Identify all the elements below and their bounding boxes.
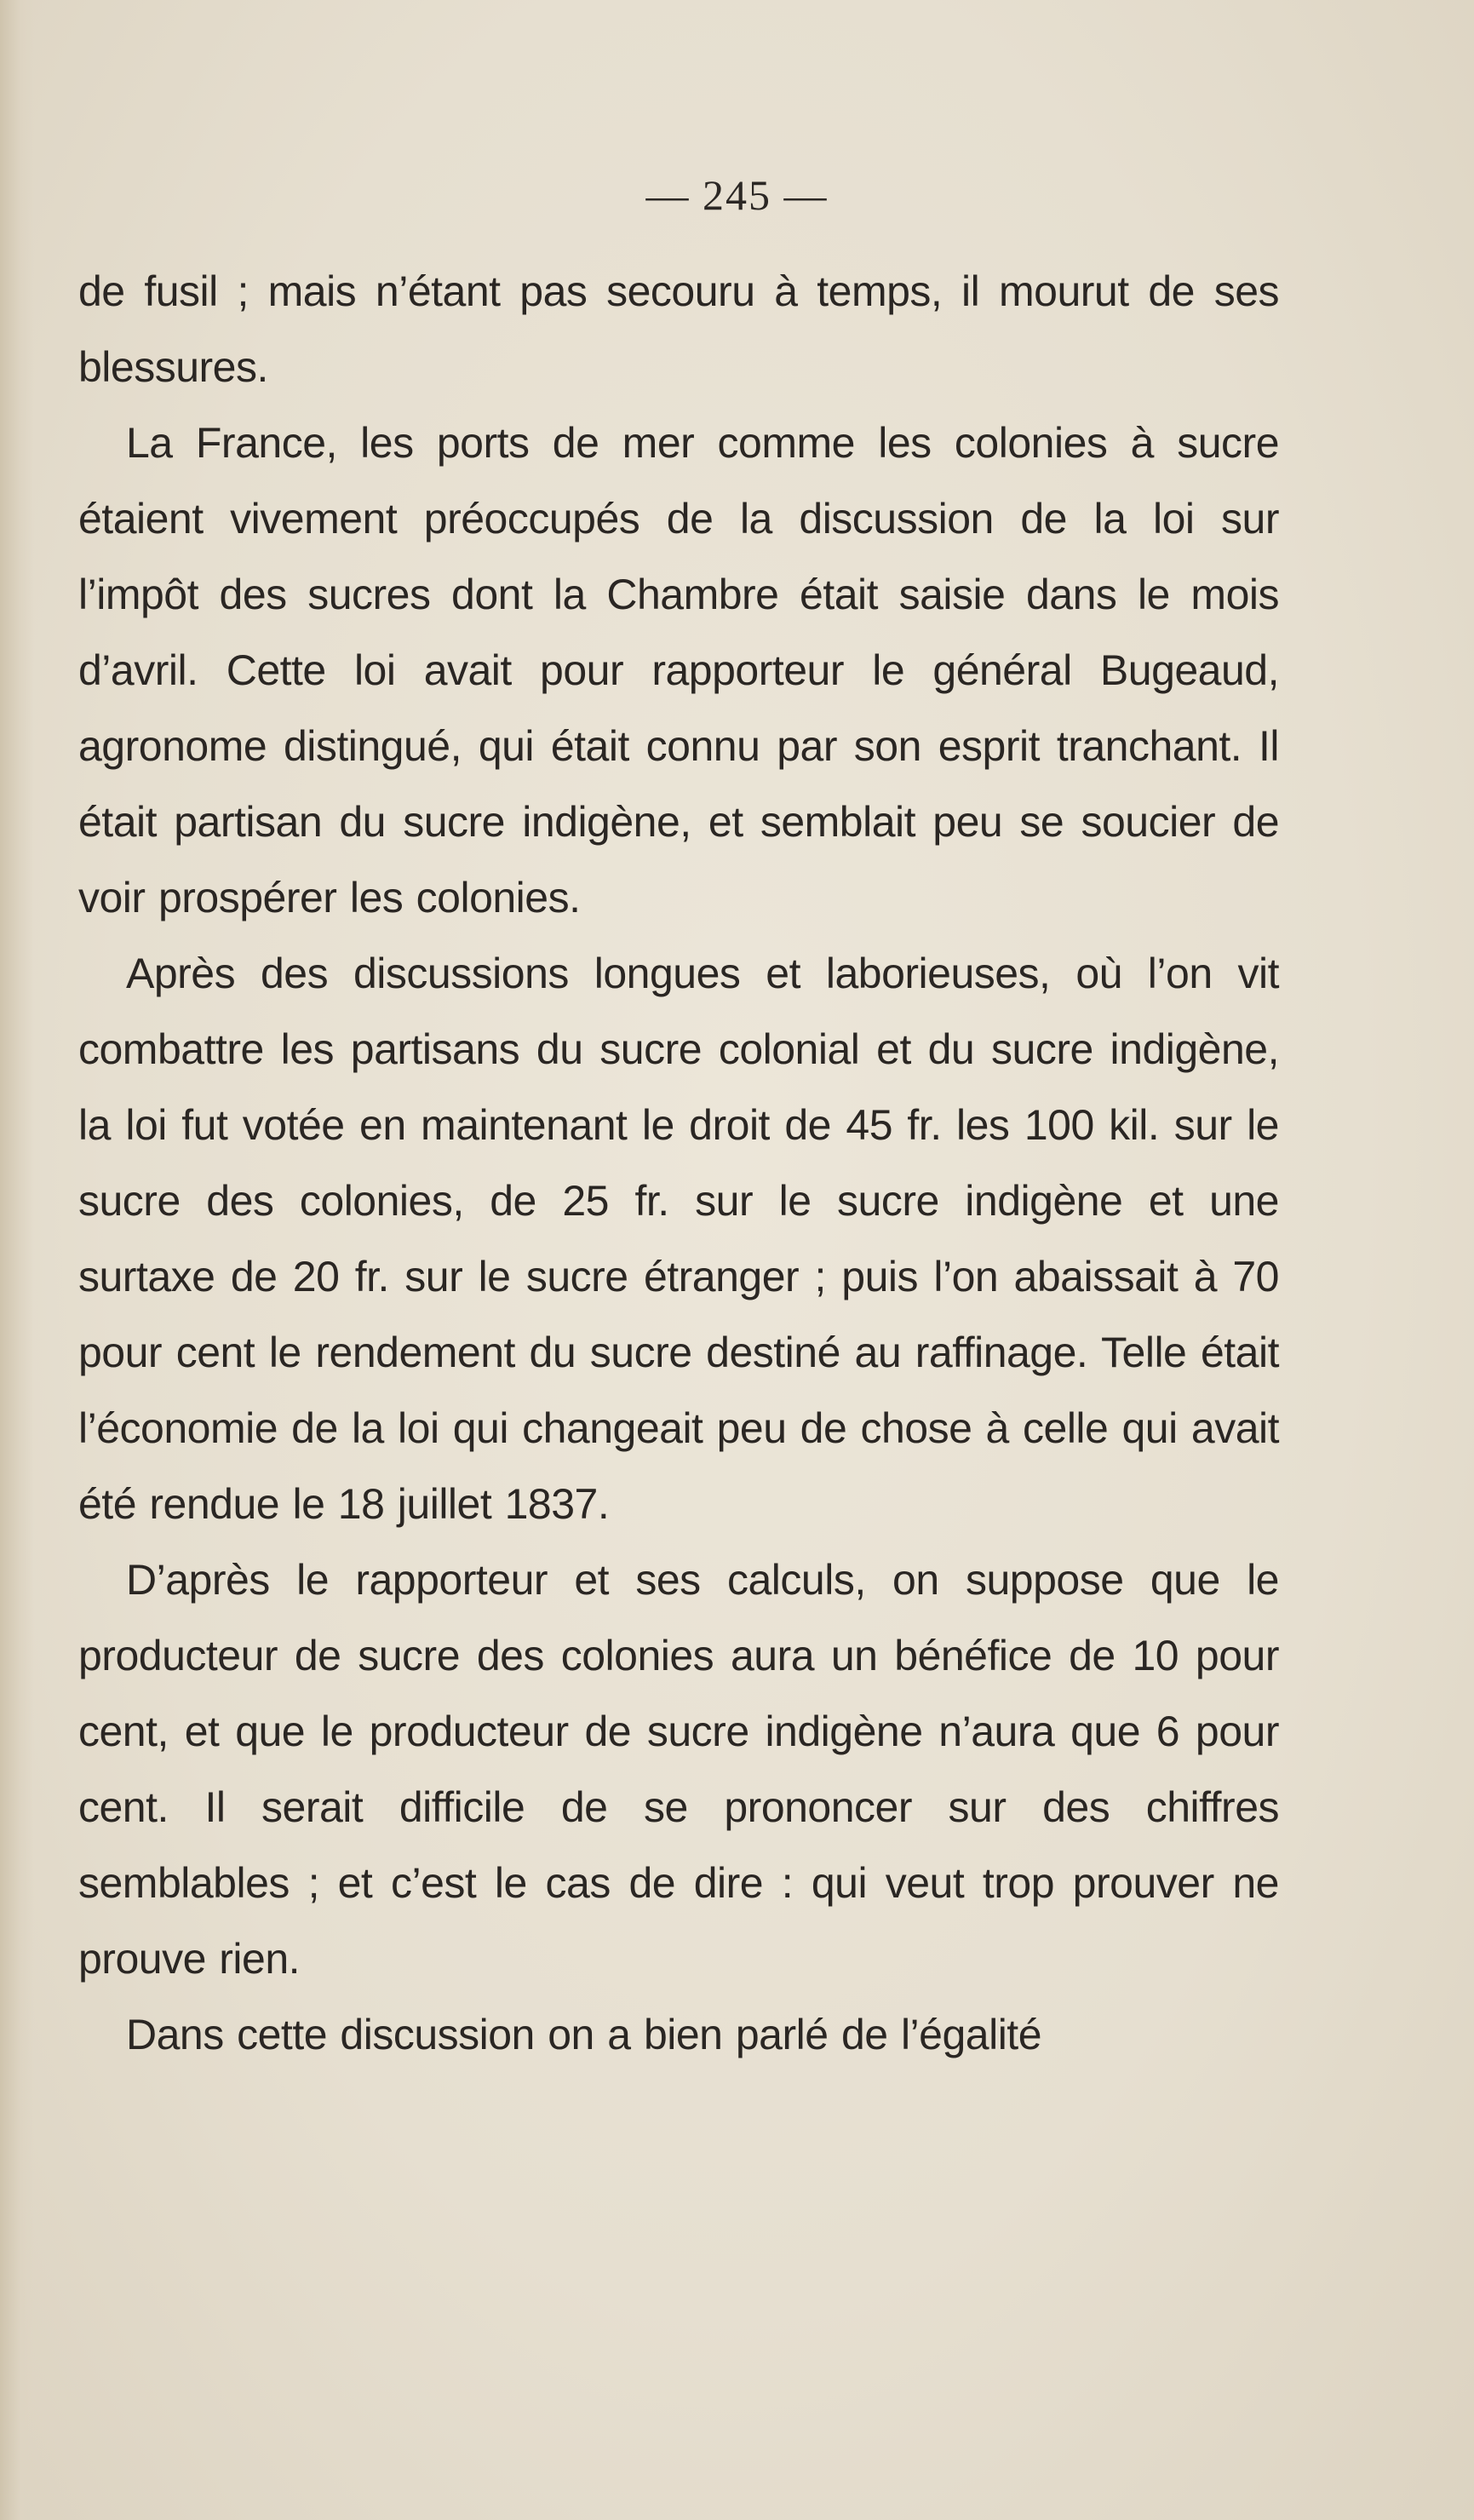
page-gutter-shadow xyxy=(0,0,34,2520)
paragraph-4: D’après le rapporteur et ses calculs, on suppose que le producteur de sucre des colonies aura un bénéfice de 10 pour cent, et que le producteur de sucre indigène n’aura que 6 pour cent. Il serait difficile de se prononcer sur des chiffres semblables ; et c’est le cas de dire : qui veut trop prouver ne prouve rien. xyxy=(78,1556,1279,1983)
page-body-text xyxy=(78,254,1279,2073)
paragraph-5: Dans cette discussion on a bien parlé de l’égalité xyxy=(126,2011,1042,2058)
paragraph-2: La France, les ports de mer comme les colonies à sucre étaient vivement préoccupés de la discussion de la loi sur l’impôt des sucres dont la Chambre était saisie dans le mois d’avril. Cette loi avait pour rapporteur le général Bugeaud, agronome distingué, qui était connu par son esprit tranchant. Il était partisan du sucre indigène, et semblait peu se soucier de voir prospérer les colonies. xyxy=(78,419,1279,921)
page-number: — 245 — xyxy=(645,171,829,219)
paragraph-3: Après des discussions longues et laborieuses, où l’on vit combattre les partisans du sucre colonial et du sucre indigène, la loi fut votée en maintenant le droit de 45 fr. les 100 kil. sur le sucre des colonies, de 25 fr. sur le sucre indigène et une surtaxe de 20 fr. sur le sucre étranger ; puis l’on abaissait à 70 pour cent le rendement du sucre destiné au raffinage. Telle était l’économie de la loi qui changeait peu de chose à celle qui avait été rendue le 18 juillet 1837. xyxy=(78,950,1279,1528)
paragraph-1: de fusil ; mais n’étant pas secouru à temps, il mourut de ses blessures. xyxy=(78,267,1279,391)
